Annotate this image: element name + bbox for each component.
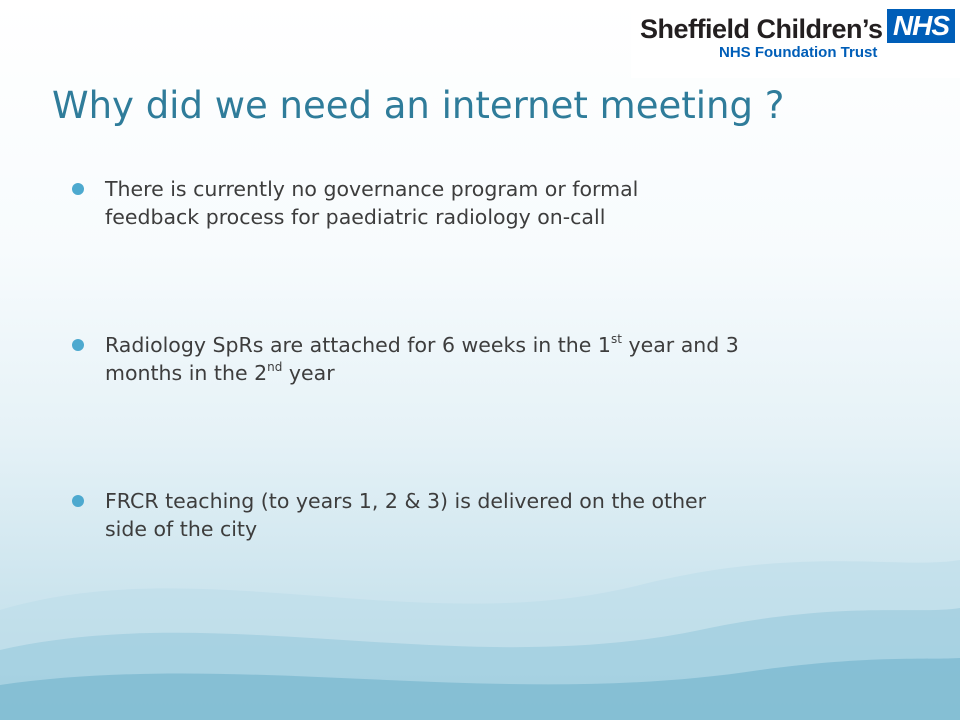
- ordinal-suffix: st: [610, 332, 622, 346]
- bullet-line: year and 3: [621, 333, 739, 357]
- bullet-dot-icon: [72, 183, 84, 195]
- bullet-text: [105, 487, 865, 543]
- bullet-line: FRCR teaching (to years 1, 2 & 3) is delivered on the other: [105, 489, 707, 513]
- ordinal-suffix: nd: [267, 360, 283, 374]
- nhs-badge: NHS: [887, 9, 955, 43]
- logo-name: Sheffield Children’s: [640, 14, 883, 44]
- bullet-line: There is currently no governance program or formal: [105, 177, 639, 201]
- bullet-line: months in the 2: [105, 361, 268, 385]
- logo-trust-name: NHS Foundation Trust: [719, 44, 878, 61]
- bullet-line: side of the city: [105, 517, 258, 541]
- bullet-line: Radiology SpRs are attached for 6 weeks in the 1: [105, 333, 611, 357]
- bullet-line: feedback process for paediatric radiology on-call: [105, 205, 606, 229]
- bullet-dot-icon: [72, 339, 84, 351]
- slide-title: Why did we need an internet meeting ?: [52, 84, 785, 127]
- bullet-text: [105, 331, 865, 387]
- sheffield-childrens-logo: [631, 0, 960, 78]
- bullet-text: [105, 175, 865, 231]
- bullet-dot-icon: [72, 495, 84, 507]
- bullet-line: year: [282, 361, 335, 385]
